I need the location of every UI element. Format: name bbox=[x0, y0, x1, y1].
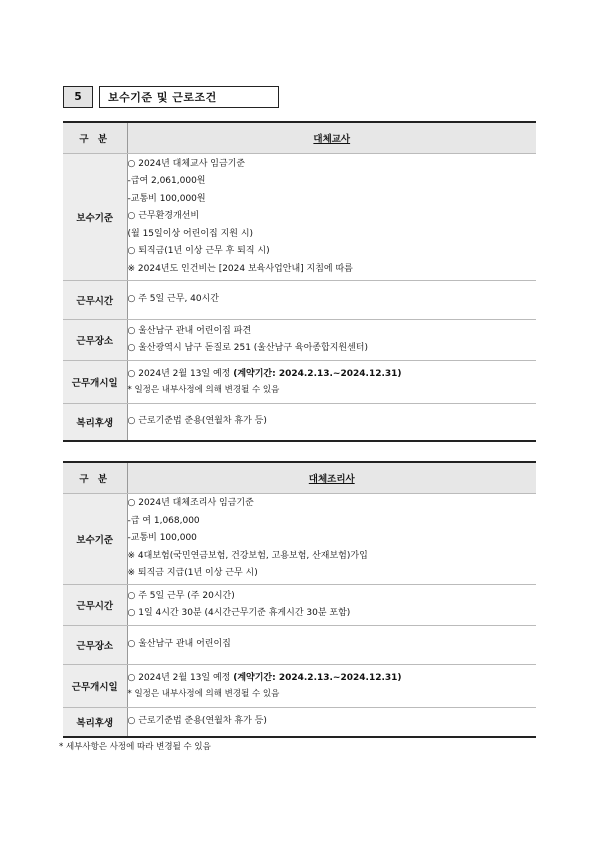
content-line: ○ 울산남구 관내 어린이집 파견 bbox=[127, 325, 252, 336]
category-header: 구 분 bbox=[63, 462, 127, 494]
table-row bbox=[63, 708, 536, 738]
row-label: 근무시간 bbox=[63, 585, 127, 626]
content-line: ○ 근로기준법 준용(연월차 휴가 등) bbox=[127, 416, 267, 427]
row-label: 복리후생 bbox=[63, 404, 127, 442]
content-line: ○ 근무환경개선비 bbox=[127, 211, 200, 222]
table-row bbox=[63, 154, 536, 281]
table-row bbox=[63, 585, 536, 626]
schedule-note: * 일정은 내부사정에 의해 변경될 수 있음 bbox=[127, 689, 280, 700]
content-line: ○ 주 5일 근무 (주 20시간) bbox=[127, 590, 235, 601]
teacher-conditions-table bbox=[63, 121, 536, 442]
row-content bbox=[127, 626, 536, 665]
row-content bbox=[127, 494, 536, 585]
row-label: 근무장소 bbox=[63, 626, 127, 665]
content-line: ※ 퇴직금 지급(1년 이상 근무 시) bbox=[127, 568, 258, 579]
section-title: 보수기준 및 근로조건 bbox=[99, 86, 279, 108]
section-header bbox=[63, 86, 279, 108]
cook-conditions-table bbox=[63, 461, 536, 738]
row-label: 근무개시일 bbox=[63, 665, 127, 708]
content-line: ※ 2024년도 인건비는 [2024 보육사업안내] 지침에 따름 bbox=[127, 263, 353, 274]
row-content bbox=[127, 665, 536, 708]
content-line: -교통비 100,000 bbox=[127, 533, 197, 544]
contract-period: (계약기간: 2024.2.13.~2024.12.31) bbox=[233, 368, 402, 379]
content-line: (월 15일이상 어린이집 지원 시) bbox=[127, 228, 254, 239]
section-number: 5 bbox=[63, 86, 93, 108]
row-label: 근무개시일 bbox=[63, 361, 127, 404]
row-content bbox=[127, 281, 536, 320]
role-title: 대체조리사 bbox=[308, 474, 355, 485]
content-line: -급여 2,061,000원 bbox=[127, 176, 206, 187]
table-row bbox=[63, 361, 536, 404]
role-title: 대체교사 bbox=[313, 134, 351, 145]
table-row bbox=[63, 626, 536, 665]
content-line: ○ 2024년 대체교사 임금기준 bbox=[127, 158, 246, 169]
footnote: * 세부사항은 사정에 따라 변경될 수 있음 bbox=[59, 742, 211, 752]
row-label: 보수기준 bbox=[63, 154, 127, 281]
category-header: 구 분 bbox=[63, 122, 127, 154]
content-line: ○ 2024년 대체조리사 임금기준 bbox=[127, 498, 254, 509]
row-content bbox=[127, 708, 536, 738]
table-row bbox=[63, 281, 536, 320]
content-line: -급 여 1,068,000 bbox=[127, 515, 200, 526]
table-row bbox=[63, 404, 536, 442]
row-label: 보수기준 bbox=[63, 494, 127, 585]
start-date-text: ○ 2024년 2월 13일 예정 bbox=[127, 672, 234, 683]
table-row bbox=[63, 494, 536, 585]
content-line: ○ 울산광역시 남구 돋질로 251 (울산남구 육아종합지원센터) bbox=[127, 343, 368, 353]
content-line: ○ 울산남구 관내 어린이집 bbox=[127, 639, 231, 650]
row-label: 근무장소 bbox=[63, 320, 127, 361]
table-row bbox=[63, 665, 536, 708]
row-label: 근무시간 bbox=[63, 281, 127, 320]
row-label: 복리후생 bbox=[63, 708, 127, 738]
row-content bbox=[127, 154, 536, 281]
content-line: ○ 근로기준법 준용(연월차 휴가 등) bbox=[127, 716, 267, 727]
role-header bbox=[127, 462, 536, 494]
row-content bbox=[127, 585, 536, 626]
table-row bbox=[63, 320, 536, 361]
contract-period: (계약기간: 2024.2.13.~2024.12.31) bbox=[233, 672, 402, 683]
content-line: ○ 퇴직금(1년 이상 근무 후 퇴직 시) bbox=[127, 246, 270, 257]
content-line: ※ 4대보험(국민연금보험, 건강보험, 고용보험, 산재보험)가입 bbox=[127, 550, 368, 561]
table-header-row bbox=[63, 122, 536, 154]
content-line bbox=[128, 366, 537, 384]
row-content bbox=[127, 320, 536, 361]
content-line: ○ 1일 4시간 30분 (4시간근무기준 휴게시간 30분 포함) bbox=[127, 608, 351, 618]
content-line bbox=[128, 670, 537, 688]
content-line: -교통비 100,000원 bbox=[127, 193, 206, 204]
row-content bbox=[127, 361, 536, 404]
row-content bbox=[127, 404, 536, 442]
start-date-text: ○ 2024년 2월 13일 예정 bbox=[127, 368, 234, 379]
content-line: ○ 주 5일 근무, 40시간 bbox=[127, 294, 219, 305]
role-header bbox=[127, 122, 536, 154]
schedule-note: * 일정은 내부사정에 의해 변경될 수 있음 bbox=[127, 385, 280, 396]
table-header-row bbox=[63, 462, 536, 494]
